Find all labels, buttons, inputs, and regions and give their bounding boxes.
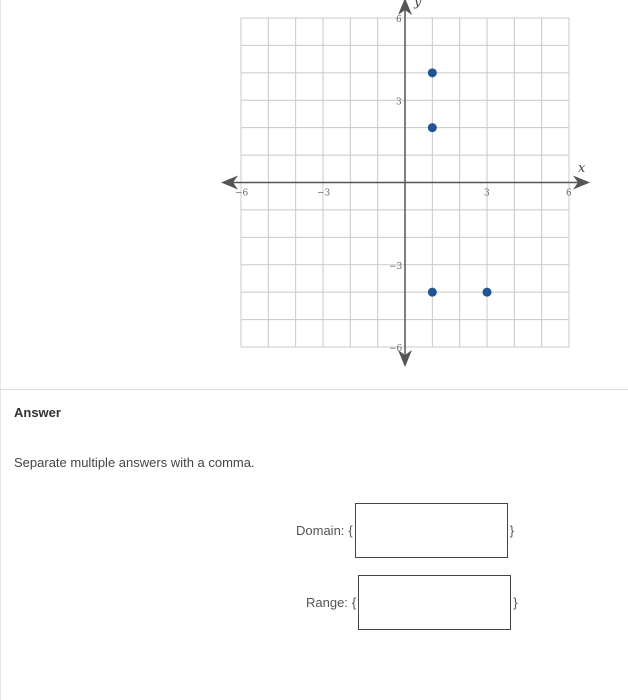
- data-point: [428, 288, 437, 297]
- answer-heading: Answer: [14, 405, 61, 420]
- section-divider: [0, 389, 628, 390]
- domain-row: [296, 501, 514, 559]
- x-tick-label: −6: [235, 188, 249, 199]
- domain-label: Domain:: [296, 522, 345, 538]
- range-input[interactable]: [358, 575, 511, 630]
- domain-input[interactable]: [355, 503, 508, 558]
- x-tick-label: 3: [484, 188, 490, 199]
- y-axis-label: y: [414, 0, 422, 10]
- answer-instructions: Separate multiple answers with a comma.: [14, 455, 255, 470]
- range-close-brace: }: [513, 594, 518, 610]
- x-tick-label: −3: [317, 188, 331, 199]
- y-tick-label: −6: [389, 344, 403, 354]
- domain-close-brace: }: [509, 522, 515, 538]
- data-point: [428, 68, 437, 77]
- data-point: [483, 288, 492, 297]
- y-tick-label: 6: [396, 15, 402, 25]
- x-tick-label: 6: [566, 188, 572, 199]
- range-label: Range:: [306, 594, 348, 610]
- data-point: [428, 123, 437, 132]
- range-open-brace: {: [351, 594, 357, 610]
- x-axis-label: x: [578, 161, 586, 176]
- domain-open-brace: {: [348, 522, 353, 538]
- y-tick-label: 3: [396, 97, 402, 108]
- range-row: [306, 573, 518, 631]
- y-tick-label: −3: [389, 261, 403, 272]
